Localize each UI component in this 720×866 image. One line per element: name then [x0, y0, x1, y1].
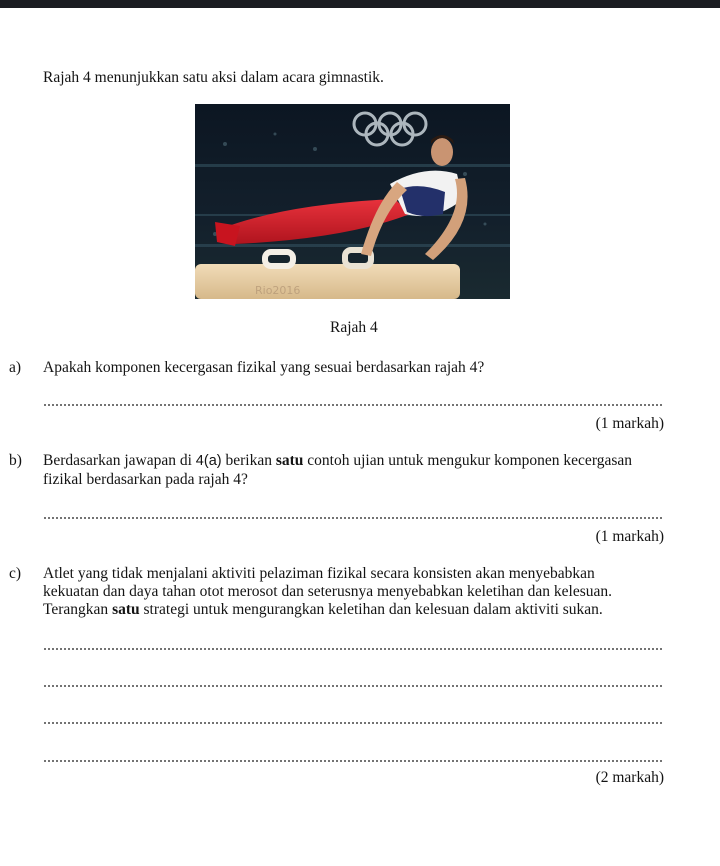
- question-c-line-3: Terangkan satu strategi untuk mengurangkan keletihan dan kelesuan dalam aktiviti sukan.: [43, 601, 603, 618]
- question-b-line-1: Berdasarkan jawapan di 4(a) berikan satu contoh ujian untuk mengukur komponen kecergasan: [43, 452, 632, 469]
- top-bar: [0, 0, 720, 8]
- answer-line-c-3[interactable]: [43, 722, 662, 724]
- question-a-label: a): [9, 359, 22, 376]
- question-c-line-2: kekuatan dan daya tahan otot merosot dan seterusnya menyebabkan keletihan dan kelesuan.: [43, 583, 612, 600]
- answer-line-c-1[interactable]: [43, 648, 662, 650]
- question-c-line-1: Atlet yang tidak menjalani aktiviti pelaziman fizikal secara konsisten akan menyebabkan: [43, 565, 595, 582]
- figure-caption: Rajah 4: [330, 319, 378, 336]
- marks-b: (1 markah): [595, 528, 664, 545]
- question-b-label: b): [9, 452, 22, 469]
- question-b-line-2: fizikal berdasarkan pada rajah 4?: [43, 471, 248, 488]
- marks-c: (2 markah): [595, 769, 664, 786]
- intro-text: Rajah 4 menunjukkan satu aksi dalam acara gimnastik.: [43, 69, 384, 86]
- marks-a: (1 markah): [595, 415, 664, 432]
- answer-line-a[interactable]: [43, 404, 662, 406]
- answer-line-c-2[interactable]: [43, 685, 662, 687]
- question-c-label: c): [9, 565, 22, 582]
- rio2016-watermark: Rio2016: [255, 284, 301, 297]
- gymnastics-photo: [195, 104, 510, 299]
- answer-line-c-4[interactable]: [43, 760, 662, 762]
- answer-line-b[interactable]: [43, 517, 662, 519]
- question-a-text: Apakah komponen kecergasan fizikal yang sesuai berdasarkan rajah 4?: [43, 359, 485, 376]
